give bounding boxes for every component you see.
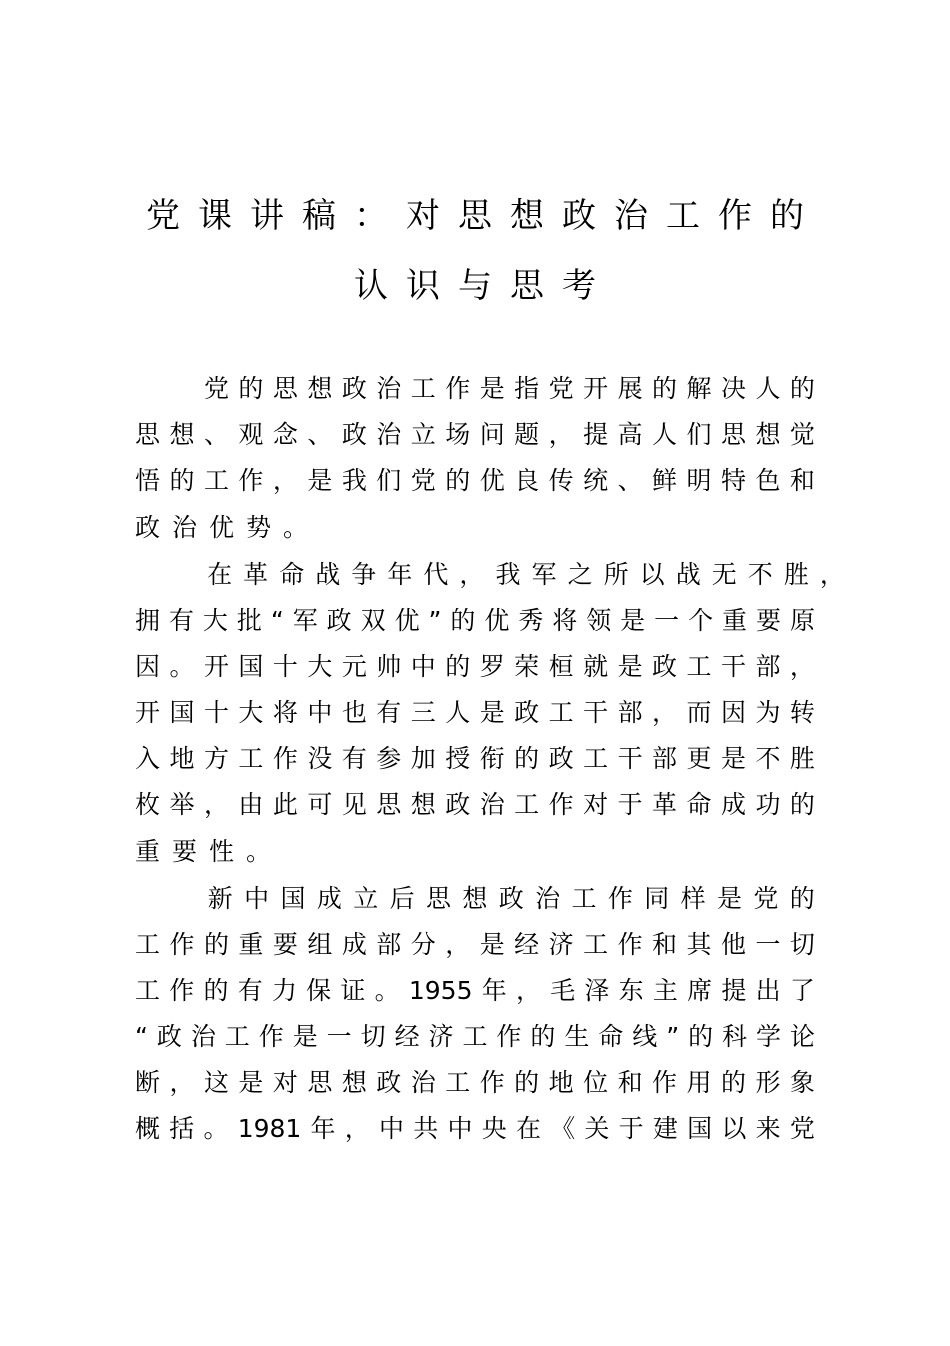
body-line-10: 枚 举 ， 由 此 可 见 思 想 政 治 工 作 对 于 革 命 成 功 的 xyxy=(135,790,815,819)
body-line-2: 思 想 、 观 念 、 政 治 立 场 问 题 ， 提 高 人 们 思 想 觉 xyxy=(135,420,815,449)
document-title-line-1: 党课讲稿：对思想政治工作的 xyxy=(146,196,822,236)
body-line-3: 悟 的 工 作 ， 是 我 们 党 的 优 良 传 统 、 鲜 明 特 色 和 xyxy=(135,466,815,495)
document-title-line-2: 认识与思考 xyxy=(354,266,614,306)
body-line-16: 断 ， 这 是 对 思 想 政 治 工 作 的 地 位 和 作 用 的 形 象 xyxy=(135,1068,815,1097)
body-line-15: “ 政 治 工 作 是 一 切 经 济 工 作 的 生 命 线 ” 的 科 学 论 xyxy=(135,1022,815,1051)
body-line-8: 开 国 十 大 将 中 也 有 三 人 是 政 工 干 部 ， 而 因 为 转 xyxy=(135,698,815,727)
body-line-9: 入 地 方 工 作 没 有 参 加 授 衔 的 政 工 干 部 更 是 不 胜 xyxy=(135,744,815,773)
body-line-11: 重要性。 xyxy=(135,837,284,866)
body-line-13: 工 作 的 重 要 组 成 部 分 ， 是 经 济 工 作 和 其 他 一 切 xyxy=(135,930,815,959)
body-line-17: 概 括 。 1981 年 ， 中 共 中 央 在 《 关 于 建 国 以 来 党 xyxy=(135,1114,815,1143)
body-line-12: 新 中 国 成 立 后 思 想 政 治 工 作 同 样 是 党 的 xyxy=(207,884,815,913)
body-line-1: 党 的 思 想 政 治 工 作 是 指 党 开 展 的 解 决 人 的 xyxy=(203,374,815,403)
body-line-5: 在 革 命 战 争 年 代 ， 我 军 之 所 以 战 无 不 胜 ， xyxy=(207,560,845,589)
body-line-7: 因 。 开 国 十 大 元 帅 中 的 罗 荣 桓 就 是 政 工 干 部 ， xyxy=(135,652,815,681)
body-line-4: 政治优势。 xyxy=(135,513,321,542)
body-line-14: 工 作 的 有 力 保 证 。 1955 年 ， 毛 泽 东 主 席 提 出 了 xyxy=(135,976,815,1005)
body-line-6: 拥 有 大 批 “ 军 政 双 优 ” 的 优 秀 将 领 是 一 个 重 要 原 xyxy=(135,606,815,635)
